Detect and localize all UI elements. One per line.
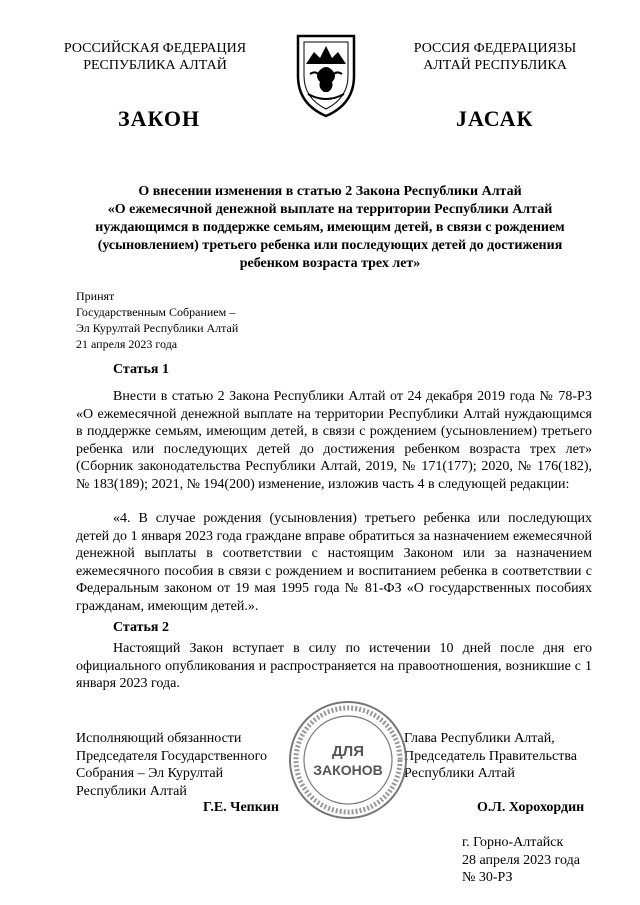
title-line: ребенком возраста трех лет» <box>239 256 421 271</box>
signature-left-line: Собрания – Эл Курултай <box>76 766 224 781</box>
coat-of-arms-icon <box>292 30 360 120</box>
article-1-heading: Статья 1 <box>113 362 169 377</box>
law-title <box>70 183 590 273</box>
law-word-left: ЗАКОН <box>118 106 201 131</box>
signatory-right-name: О.Л. Хорохордин <box>477 800 585 815</box>
seal-icon <box>287 699 409 821</box>
footer-place: г. Горно-Алтайск <box>462 835 564 850</box>
adoption-line: Государственным Собранием – <box>76 305 236 319</box>
signature-right-line: Председатель Правительства <box>404 748 577 764</box>
adoption-line: Принят <box>76 289 115 303</box>
article-2-paragraph-1: Настоящий Закон вступает в силу по истечении 10 дней после дня его официального опубликования и распространяется на правоотношения, возникшие с 1 января 2023 года. <box>76 641 592 691</box>
official-seal <box>287 699 409 821</box>
place-date-number <box>462 834 580 887</box>
article-1-paragraph-2: «4. В случае рождения (усыновления) третьего ребенка или последующих детей до 1 января 2023 года граждане вправе обратиться за назначением ежемесячной денежной выплаты в соответствии с настоящим Законом или за назначением ежемесячного пособия в связи с рождением и воспитанием ребенка в соответствии с Федеральным законом от 19 мая 1995 года № 81-ФЗ «О государственных пособиях гражданам, имеющим детей.». <box>76 511 592 614</box>
header-left-line: РОССИЙСКАЯ ФЕДЕРАЦИЯ <box>63 41 247 56</box>
adoption-line: Эл Курултай Республики Алтай <box>76 321 239 335</box>
title-line: (усыновлением) третьего ребенка или последующих детей до достижения <box>97 238 563 253</box>
signatory-left-name: Г.Е. Чепкин <box>203 800 279 815</box>
signature-left-line: Исполняющий обязанности <box>76 731 242 746</box>
header-left <box>50 40 260 74</box>
adoption-note <box>76 288 238 352</box>
footer-number: № 30-РЗ <box>462 870 513 885</box>
signature-left-line: Председателя Государственного <box>76 748 268 764</box>
title-line: нуждающимся в поддержке семьям, имеющим детей, в связи с рождением <box>95 220 565 235</box>
seal-text-line-2: ЗАКОНОВ <box>313 762 383 778</box>
header-right-line: АЛТАЙ РЕСПУБЛИКА <box>423 58 567 73</box>
article-2-heading: Статья 2 <box>113 620 169 635</box>
signature-left-line: Республики Алтай <box>76 783 187 799</box>
signature-right <box>404 730 577 783</box>
signature-right-line: Республики Алтай <box>404 766 515 781</box>
article-1-paragraph-1: Внести в статью 2 Закона Республики Алтай от 24 декабря 2019 года № 78-РЗ «О ежемесячной денежной выплате на территории Республики Алтай нуждающимся в поддержке семьям, имеющим детей, в связи с рождением (усыновлением) третьего ребенка или последующих детей до достижения ребенком возраста трех лет» (Сборник законодательства Республики Алтай, 2019, № 171(177); 2020, № 176(182), № 183(189); 2021, № 194(200) изменение, изложив часть 4 в следующей редакции: <box>76 389 592 492</box>
law-word-right: ЈАСАК <box>456 106 534 131</box>
header-right <box>398 40 592 74</box>
header-left-line: РЕСПУБЛИКА АЛТАЙ <box>83 58 227 73</box>
title-line: О внесении изменения в статью 2 Закона Республики Алтай <box>138 184 522 199</box>
title-line: «О ежемесячной денежной выплате на территории Республики Алтай <box>107 202 553 217</box>
header-right-line: РОССИЯ ФЕДЕРАЦИЯЗЫ <box>413 41 577 56</box>
signature-right-line: Глава Республики Алтай, <box>404 731 555 746</box>
seal-text-line-1: ДЛЯ <box>332 743 364 760</box>
signature-left <box>76 730 267 800</box>
adoption-line: 21 апреля 2023 года <box>76 337 178 351</box>
footer-date: 28 апреля 2023 года <box>462 852 580 868</box>
